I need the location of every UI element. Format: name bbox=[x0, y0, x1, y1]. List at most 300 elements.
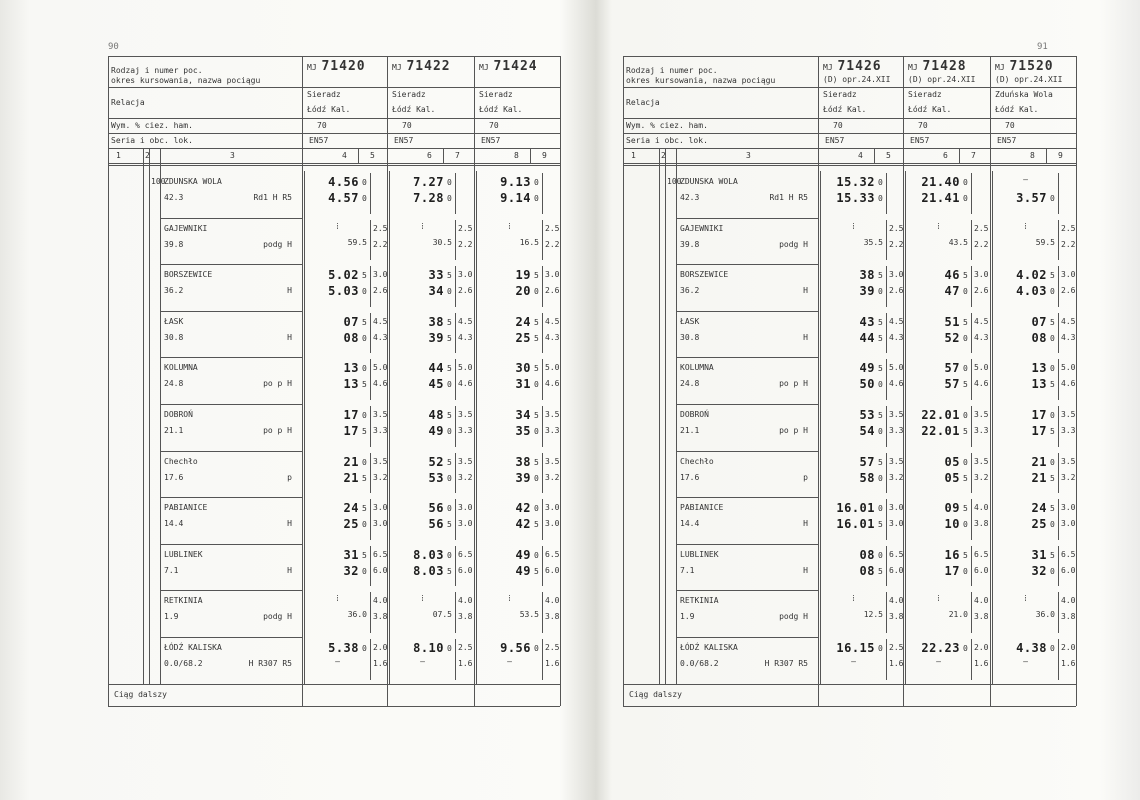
column-number: 1 bbox=[631, 151, 636, 160]
time-value: 07 bbox=[343, 314, 359, 329]
run-time: 2.5 bbox=[545, 643, 560, 652]
time-value: ⁞ bbox=[937, 594, 940, 604]
time-value: — bbox=[936, 657, 941, 666]
time-tenth: 5 bbox=[534, 457, 539, 467]
column-line bbox=[455, 313, 456, 354]
column-line bbox=[542, 453, 543, 494]
column-line bbox=[874, 148, 875, 163]
train-brake-weight: 70 bbox=[317, 121, 327, 130]
time-value: ⁞ bbox=[852, 594, 855, 604]
time-tenth: 5 bbox=[447, 411, 452, 420]
time-value: 05 bbox=[944, 454, 960, 469]
station-km: 21.1 bbox=[680, 426, 700, 435]
time-tenth: 5 bbox=[362, 473, 367, 483]
time-tenth: 5 bbox=[447, 364, 452, 374]
time-value: 12.5 bbox=[863, 610, 883, 620]
time-tenth: 5 bbox=[963, 317, 968, 327]
page-number: 90 bbox=[108, 42, 119, 52]
station-name: ŁASK bbox=[164, 316, 184, 326]
rule-line bbox=[160, 264, 302, 265]
time-value: 13 bbox=[1031, 377, 1047, 392]
column-line bbox=[959, 148, 960, 163]
time-tenth: 5 bbox=[534, 566, 539, 576]
train-brake-weight: 70 bbox=[489, 121, 499, 130]
time-value: 38 bbox=[515, 454, 531, 469]
run-time-min: 4.6 bbox=[373, 379, 388, 389]
run-time: 2.5 bbox=[545, 223, 560, 233]
station-note: po p H bbox=[263, 379, 292, 389]
time-tenth: 0 bbox=[1050, 194, 1055, 203]
run-time: 3.0 bbox=[545, 270, 560, 280]
run-time-min: 3.8 bbox=[458, 612, 473, 622]
run-time: 2.5 bbox=[1061, 223, 1076, 233]
column-line bbox=[370, 499, 371, 540]
column-number: 8 bbox=[1030, 151, 1035, 160]
run-time-min: 2.6 bbox=[974, 286, 989, 296]
column-line bbox=[971, 173, 972, 214]
station-name: DOBROŃ bbox=[164, 410, 193, 419]
run-time-min: 2.2 bbox=[458, 239, 473, 249]
time-value: 49 bbox=[515, 547, 531, 562]
run-time-min: 1.6 bbox=[889, 659, 904, 668]
header-seria-label: Seria i obc. lok. bbox=[111, 136, 193, 145]
run-time: 3.5 bbox=[458, 410, 473, 419]
train-period: (D) opr.24.XII bbox=[995, 75, 1063, 84]
page-number: 91 bbox=[1037, 42, 1048, 52]
rule-line bbox=[676, 357, 818, 358]
line-code: 100 bbox=[667, 177, 682, 186]
station-name: ŁÓDŹ KALISKA bbox=[680, 643, 738, 652]
time-value: 8.03 bbox=[413, 547, 444, 562]
time-value: 57 bbox=[944, 361, 960, 376]
column-line bbox=[905, 171, 906, 684]
column-line bbox=[971, 453, 972, 494]
time-tenth: 0 bbox=[1050, 333, 1055, 343]
train-number bbox=[908, 59, 967, 74]
run-time: 3.0 bbox=[458, 270, 473, 280]
column-line bbox=[455, 359, 456, 400]
time-value: 4.38 bbox=[1016, 641, 1047, 655]
station-km: 30.8 bbox=[680, 332, 700, 342]
time-value: 59.5 bbox=[1035, 237, 1055, 247]
time-value: 56 bbox=[428, 501, 444, 516]
run-time: 5.0 bbox=[458, 363, 473, 373]
time-value: ⁞ bbox=[937, 221, 940, 231]
train-relation-to: Łódź Kal. bbox=[307, 105, 351, 114]
run-time-min: 3.0 bbox=[373, 519, 388, 529]
column-line bbox=[886, 639, 887, 680]
train-relation-from: Zduńska Wola bbox=[995, 90, 1053, 99]
time-value: 24 bbox=[515, 314, 531, 329]
time-value: 21 bbox=[1031, 470, 1047, 485]
column-line bbox=[149, 148, 150, 684]
column-line bbox=[886, 220, 887, 261]
train-brake-weight: 70 bbox=[402, 121, 412, 130]
time-tenth: 0 bbox=[878, 380, 883, 390]
time-tenth: 5 bbox=[963, 427, 968, 436]
station-name: LUBLINEK bbox=[164, 549, 203, 559]
time-tenth: 5 bbox=[534, 520, 539, 530]
run-time-min: 3.2 bbox=[373, 472, 388, 482]
column-line bbox=[1058, 173, 1059, 214]
time-value: 4.56 bbox=[328, 175, 359, 189]
time-value: 22.01 bbox=[921, 424, 960, 438]
run-time-min: 4.6 bbox=[1061, 379, 1076, 389]
time-value: 54 bbox=[859, 424, 875, 438]
run-time: 2.0 bbox=[1061, 643, 1076, 652]
time-tenth: 0 bbox=[362, 287, 367, 297]
time-value: 4.02 bbox=[1016, 268, 1047, 283]
time-value: 39 bbox=[859, 284, 875, 299]
time-tenth: 0 bbox=[963, 194, 968, 203]
time-value: 30 bbox=[515, 361, 531, 376]
column-number: 5 bbox=[886, 151, 891, 160]
column-line bbox=[820, 171, 821, 684]
time-tenth: 5 bbox=[963, 550, 968, 560]
time-value: 43.5 bbox=[948, 237, 968, 247]
train-relation-from: Sieradz bbox=[908, 90, 942, 99]
rule-line bbox=[160, 544, 302, 545]
column-line bbox=[886, 592, 887, 633]
time-value: 57 bbox=[859, 454, 875, 469]
run-time-min: 4.6 bbox=[458, 379, 473, 389]
time-tenth: 0 bbox=[963, 364, 968, 374]
rule-line bbox=[108, 118, 560, 119]
station-note: H bbox=[803, 332, 808, 342]
column-line bbox=[659, 148, 660, 684]
time-value: — bbox=[507, 657, 512, 666]
time-tenth: 0 bbox=[534, 194, 539, 203]
run-time-min: 3.2 bbox=[1061, 472, 1076, 482]
column-line bbox=[370, 313, 371, 354]
column-line bbox=[971, 359, 972, 400]
header-okres-label: okres kursowania, nazwa pociągu bbox=[626, 76, 776, 85]
column-number: 3 bbox=[230, 151, 235, 160]
time-value: ⁞ bbox=[852, 221, 855, 231]
time-value: 22.23 bbox=[921, 641, 960, 655]
train-relation-from: Sieradz bbox=[392, 90, 426, 99]
column-line bbox=[886, 406, 887, 447]
rule-line bbox=[623, 148, 1076, 149]
station-name: KOLUMNA bbox=[680, 363, 714, 373]
column-number: 8 bbox=[514, 151, 519, 160]
column-line bbox=[886, 499, 887, 540]
time-value: 5.03 bbox=[328, 284, 359, 299]
time-value: 44 bbox=[859, 330, 875, 345]
run-time: 3.5 bbox=[458, 456, 473, 466]
rule-line bbox=[676, 218, 818, 219]
column-line bbox=[160, 148, 161, 684]
time-value: 49 bbox=[428, 424, 444, 438]
column-line bbox=[542, 220, 543, 261]
run-time-min: 3.8 bbox=[373, 612, 388, 622]
station-note: podg H bbox=[779, 612, 808, 622]
time-tenth: 5 bbox=[362, 271, 367, 281]
time-value: 22.01 bbox=[921, 408, 960, 422]
header-okres-label: okres kursowania, nazwa pociągu bbox=[111, 76, 261, 85]
column-line bbox=[455, 592, 456, 633]
station-name: LUBLINEK bbox=[680, 549, 719, 559]
time-value: 38 bbox=[859, 268, 875, 283]
train-loco-series: EN57 bbox=[394, 136, 414, 145]
time-value: 48 bbox=[428, 408, 444, 422]
time-value: 17 bbox=[944, 563, 960, 578]
run-time: 2.0 bbox=[974, 643, 989, 652]
time-tenth: 0 bbox=[362, 194, 367, 203]
column-line bbox=[370, 639, 371, 680]
column-line bbox=[1058, 499, 1059, 540]
time-tenth: 5 bbox=[963, 380, 968, 390]
time-tenth: 0 bbox=[447, 550, 452, 560]
station-km: 36.2 bbox=[680, 286, 700, 296]
column-line bbox=[886, 313, 887, 354]
column-line bbox=[370, 546, 371, 587]
run-time: 3.5 bbox=[373, 456, 388, 466]
run-time: 3.0 bbox=[974, 270, 989, 280]
time-value: 25 bbox=[1031, 517, 1047, 532]
time-tenth: 0 bbox=[878, 178, 883, 187]
time-tenth: 0 bbox=[1050, 566, 1055, 576]
time-value: 52 bbox=[428, 454, 444, 469]
run-time-min: 3.8 bbox=[889, 612, 904, 622]
time-tenth: 5 bbox=[1050, 380, 1055, 390]
time-value: 5.02 bbox=[328, 268, 359, 283]
run-time: 3.0 bbox=[458, 503, 473, 513]
time-tenth: 0 bbox=[878, 473, 883, 483]
time-value: 34 bbox=[428, 284, 444, 299]
column-line bbox=[1058, 220, 1059, 261]
time-tenth: 0 bbox=[1050, 411, 1055, 420]
train-number-value: 71426 bbox=[837, 59, 882, 74]
rule-line bbox=[623, 56, 1076, 57]
train-relation-from: Sieradz bbox=[307, 90, 341, 99]
train-period: (D) opr.24.XII bbox=[908, 75, 976, 84]
run-time: 3.5 bbox=[373, 410, 388, 419]
time-value: 9.13 bbox=[500, 175, 531, 189]
train-category: MJ bbox=[392, 63, 402, 72]
column-number: 9 bbox=[542, 151, 547, 160]
run-time-min: 1.6 bbox=[545, 659, 560, 668]
time-value: 56 bbox=[428, 517, 444, 532]
station-note: p bbox=[803, 472, 808, 482]
time-value: 7.27 bbox=[413, 175, 444, 189]
header-rodzaj-label: Rodzaj i numer poc. bbox=[626, 66, 718, 75]
column-line bbox=[542, 499, 543, 540]
run-time: 3.5 bbox=[545, 410, 560, 419]
line-code: 100 bbox=[151, 177, 166, 186]
run-time: 6.5 bbox=[373, 549, 388, 559]
column-line bbox=[143, 148, 144, 684]
run-time-min: 3.3 bbox=[974, 426, 989, 435]
time-tenth: 5 bbox=[963, 271, 968, 281]
run-time: 3.5 bbox=[889, 410, 904, 419]
run-time: 4.0 bbox=[545, 596, 560, 606]
run-time-min: 4.6 bbox=[889, 379, 904, 389]
time-value: 50 bbox=[859, 377, 875, 392]
rule-line bbox=[160, 497, 302, 498]
station-note: H bbox=[287, 519, 292, 529]
time-value: — bbox=[851, 657, 856, 666]
run-time-min: 4.3 bbox=[458, 332, 473, 342]
time-value: 15.33 bbox=[836, 191, 875, 205]
run-time: 3.0 bbox=[1061, 503, 1076, 513]
run-time-min: 6.0 bbox=[373, 565, 388, 575]
time-tenth: 5 bbox=[1050, 550, 1055, 560]
station-name: ŁÓDŹ KALISKA bbox=[164, 643, 222, 652]
time-value: 5.38 bbox=[328, 641, 359, 655]
header-seria-label: Seria i obc. lok. bbox=[626, 136, 708, 145]
run-time-min: 3.0 bbox=[458, 519, 473, 529]
station-km: 1.9 bbox=[164, 612, 179, 622]
column-line bbox=[1058, 313, 1059, 354]
time-value: 17 bbox=[1031, 408, 1047, 422]
train-number bbox=[392, 59, 451, 74]
time-value: — bbox=[335, 657, 340, 666]
run-time: 2.5 bbox=[373, 223, 388, 233]
time-tenth: 0 bbox=[963, 287, 968, 297]
time-value: ⁞ bbox=[421, 221, 424, 231]
train-relation-to: Łódź Kal. bbox=[995, 105, 1039, 114]
train-relation-from: Sieradz bbox=[479, 90, 513, 99]
time-tenth: 0 bbox=[362, 178, 367, 187]
run-time-min: 4.6 bbox=[545, 379, 560, 389]
time-value: 4.03 bbox=[1016, 284, 1047, 299]
station-km: 14.4 bbox=[164, 519, 184, 529]
train-relation-to: Łódź Kal. bbox=[392, 105, 436, 114]
run-time-min: 3.0 bbox=[889, 519, 904, 529]
station-name: BORSZEWICE bbox=[680, 270, 729, 280]
column-line bbox=[971, 406, 972, 447]
column-line bbox=[304, 171, 305, 684]
column-line bbox=[542, 266, 543, 307]
time-tenth: 5 bbox=[447, 566, 452, 576]
column-line bbox=[389, 171, 390, 684]
column-line bbox=[1058, 406, 1059, 447]
run-time: 4.0 bbox=[974, 596, 989, 606]
time-tenth: 0 bbox=[447, 504, 452, 514]
train-number-value: 71428 bbox=[922, 59, 967, 74]
time-tenth: 0 bbox=[878, 644, 883, 653]
run-time: 2.5 bbox=[974, 223, 989, 233]
column-line bbox=[542, 359, 543, 400]
run-time-min: 3.2 bbox=[545, 472, 560, 482]
time-tenth: 5 bbox=[878, 457, 883, 467]
run-time: 4.5 bbox=[1061, 316, 1076, 326]
time-value: 09 bbox=[944, 501, 960, 516]
column-line bbox=[443, 148, 444, 163]
run-time-min: 3.0 bbox=[545, 519, 560, 529]
train-number-value: 71420 bbox=[321, 59, 366, 74]
run-time: 4.5 bbox=[373, 316, 388, 326]
time-tenth: 5 bbox=[362, 380, 367, 390]
time-value: ⁞ bbox=[421, 594, 424, 604]
time-value: 13 bbox=[343, 361, 359, 376]
column-line bbox=[542, 406, 543, 447]
run-time-min: 3.3 bbox=[458, 426, 473, 435]
column-number: 3 bbox=[746, 151, 751, 160]
run-time: 5.0 bbox=[545, 363, 560, 373]
train-relation-to: Łódź Kal. bbox=[823, 105, 867, 114]
rule-line bbox=[108, 163, 560, 166]
column-line bbox=[971, 592, 972, 633]
station-km: 0.0/68.2 bbox=[680, 659, 719, 668]
column-line bbox=[971, 266, 972, 307]
column-line bbox=[623, 56, 624, 706]
run-time: 3.5 bbox=[1061, 410, 1076, 419]
time-tenth: 5 bbox=[534, 333, 539, 343]
run-time: 4.0 bbox=[1061, 596, 1076, 606]
station-name: GAJEWNIKI bbox=[680, 223, 724, 233]
train-number bbox=[823, 59, 882, 74]
time-tenth: 5 bbox=[447, 271, 452, 281]
run-time-min: 1.6 bbox=[974, 659, 989, 668]
time-value: ⁞ bbox=[336, 594, 339, 604]
column-line bbox=[143, 148, 144, 163]
time-value: 17 bbox=[343, 424, 359, 438]
train-relation-to: Łódź Kal. bbox=[479, 105, 523, 114]
station-km: 24.8 bbox=[164, 379, 184, 389]
column-line bbox=[455, 546, 456, 587]
run-time-min: 4.3 bbox=[974, 332, 989, 342]
train-category: MJ bbox=[995, 63, 1005, 72]
column-number: 2 bbox=[661, 151, 666, 160]
time-tenth: 0 bbox=[534, 644, 539, 653]
column-line bbox=[302, 56, 303, 706]
rule-line bbox=[160, 637, 302, 638]
column-number: 2 bbox=[145, 151, 150, 160]
station-note: Rd1 H R5 bbox=[769, 193, 808, 202]
time-value: 59.5 bbox=[347, 237, 367, 247]
time-value: 13 bbox=[343, 377, 359, 392]
station-km: 14.4 bbox=[680, 519, 700, 529]
column-line bbox=[971, 639, 972, 680]
rule-line bbox=[160, 451, 302, 452]
time-value: 9.14 bbox=[500, 191, 531, 205]
time-tenth: 0 bbox=[963, 411, 968, 420]
run-time-min: 6.0 bbox=[889, 565, 904, 575]
train-number-value: 71422 bbox=[406, 59, 451, 74]
continuation-label: Ciąg dalszy bbox=[114, 690, 167, 699]
time-tenth: 0 bbox=[447, 287, 452, 297]
rule-line bbox=[160, 590, 302, 591]
column-line bbox=[542, 173, 543, 214]
station-note: H bbox=[803, 565, 808, 575]
rule-line bbox=[108, 148, 560, 149]
rule-line bbox=[623, 163, 1076, 166]
time-value: 17 bbox=[343, 408, 359, 422]
station-note: podg H bbox=[263, 612, 292, 622]
time-value: 47 bbox=[944, 284, 960, 299]
time-tenth: 0 bbox=[878, 504, 883, 514]
time-value: 32 bbox=[343, 563, 359, 578]
time-tenth: 0 bbox=[447, 178, 452, 187]
column-line bbox=[476, 171, 477, 684]
column-line bbox=[542, 592, 543, 633]
time-tenth: 0 bbox=[447, 644, 452, 653]
run-time-min: 3.8 bbox=[974, 612, 989, 622]
run-time: 4.5 bbox=[889, 316, 904, 326]
train-number-value: 71520 bbox=[1009, 59, 1054, 74]
time-value: 24 bbox=[1031, 501, 1047, 516]
time-tenth: 0 bbox=[362, 411, 367, 420]
time-tenth: 0 bbox=[534, 504, 539, 514]
column-number: 1 bbox=[116, 151, 121, 160]
time-value: ⁞ bbox=[336, 221, 339, 231]
time-value: 35.5 bbox=[863, 237, 883, 247]
column-line bbox=[542, 546, 543, 587]
time-tenth: 5 bbox=[1050, 473, 1055, 483]
column-line bbox=[530, 148, 531, 163]
